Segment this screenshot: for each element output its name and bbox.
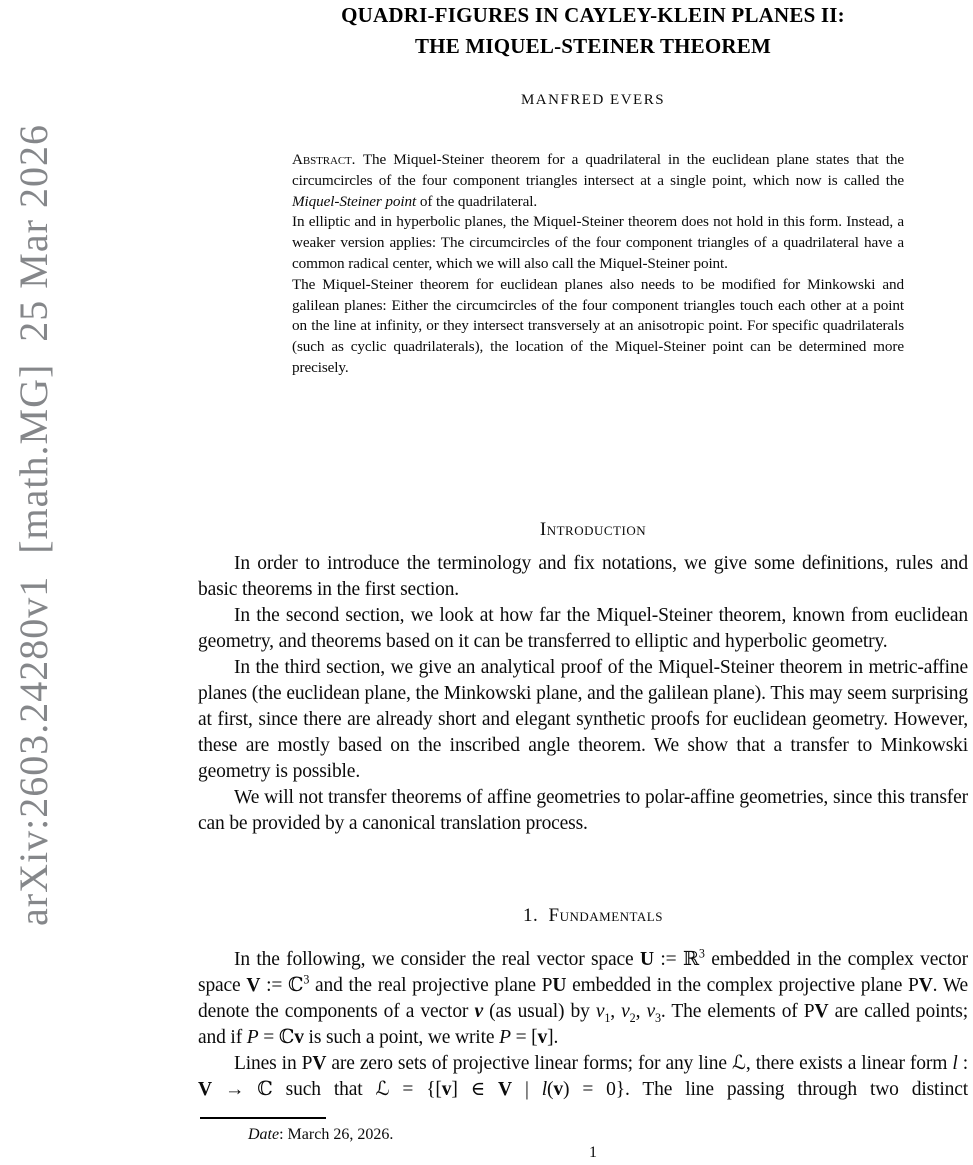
date-line: Date: March 26, 2026. <box>248 1126 394 1143</box>
paragraph: Lines in PV are zero sets of projective linear forms; for any line ℒ, there exists a linear form l : V → ℂ such that ℒ = {[v] ∈ V | l(v) = 0}. The line passing through two distinct <box>198 1053 968 1100</box>
abstract-block <box>292 150 904 379</box>
paper-title-line1: QUADRI-FIGURES IN CAYLEY-KLEIN PLANES II: <box>341 3 845 27</box>
footnote-rule <box>200 1117 326 1119</box>
fundamentals-section <box>198 947 968 1103</box>
abstract-paragraph: The Miquel-Steiner theorem for euclidean planes also needs to be modified for Minkowski and galilean planes: Either the circumcircles of the four component triangles touch each other at a point on the line at infinity, or they intersect transversely at an anisotropic point. For specific quadrilaterals (such as cyclic quadrilaterals), the location of the Miquel-Steiner point can be determined more precisely. <box>292 275 904 376</box>
paragraph: In the second section, we look at how far the Miquel-Steiner theorem, known from euclidean geometry, and theorems based on it can be transferred to elliptic and hyperbolic geometry. <box>198 605 968 652</box>
paragraph: In order to introduce the terminology and fix notations, we give some definitions, rules and basic theorems in the first section. <box>198 553 968 600</box>
paper-title-line2: THE MIQUEL-STEINER THEOREM <box>414 34 772 58</box>
abstract-paragraph-text: The Miquel-Steiner theorem for a quadrilateral in the euclidean plane states that the circumcircles of the four component triangles intersect at a single point, which now is called the Miquel-Steiner point of the quadrilateral. <box>292 151 904 210</box>
introduction-section <box>198 551 968 837</box>
author-name: MANFRED EVERS <box>520 92 666 108</box>
paper-title <box>198 0 973 62</box>
section-heading-fundamentals: 1. Fundamentals <box>523 905 663 926</box>
paragraph: We will not transfer theorems of affine geometries to polar-affine geometries, since this transfer can be provided by a canonical translation process. <box>198 787 968 834</box>
arxiv-watermark: arXiv:2603.24280v1 [math.MG] 25 Mar 2026 <box>11 124 56 926</box>
abstract-paragraph <box>292 150 904 212</box>
abstract-label: Abstract. <box>292 151 356 168</box>
page-number: 1 <box>589 1144 597 1161</box>
abstract-paragraph: In elliptic and in hyperbolic planes, the Miquel-Steiner theorem does not hold in this form. Instead, a weaker version applies: The circumcircles of the four component triangles of a quadrilateral have a common radical center, which we will also call the Miquel-Steiner point. <box>292 213 904 272</box>
section-heading-introduction: Introduction <box>539 519 647 540</box>
paragraph: In the following, we consider the real vector space U := ℝ$^3$ embedded in the complex vector space V := ℂ$^3$ and the real projective plane PU embedded in the complex projective plane PV. We denote the components of a vector v (as usual) by $v_1$, $v_2$, $v_3$. The elements of PV are called points; and if P = ℂv is such a point, we write P = [v]. <box>198 946 969 1048</box>
paragraph: In the third section, we give an analytical proof of the Miquel-Steiner theorem in metric-affine planes (the euclidean plane, the Minkowski plane, and the galilean plane). This may seem surprising at first, since there are already short and elegant synthetic proofs for euclidean geometry. However, these are mostly based on the inscribed angle theorem. We show that a transfer to Minkowski geometry is possible. <box>198 657 968 782</box>
